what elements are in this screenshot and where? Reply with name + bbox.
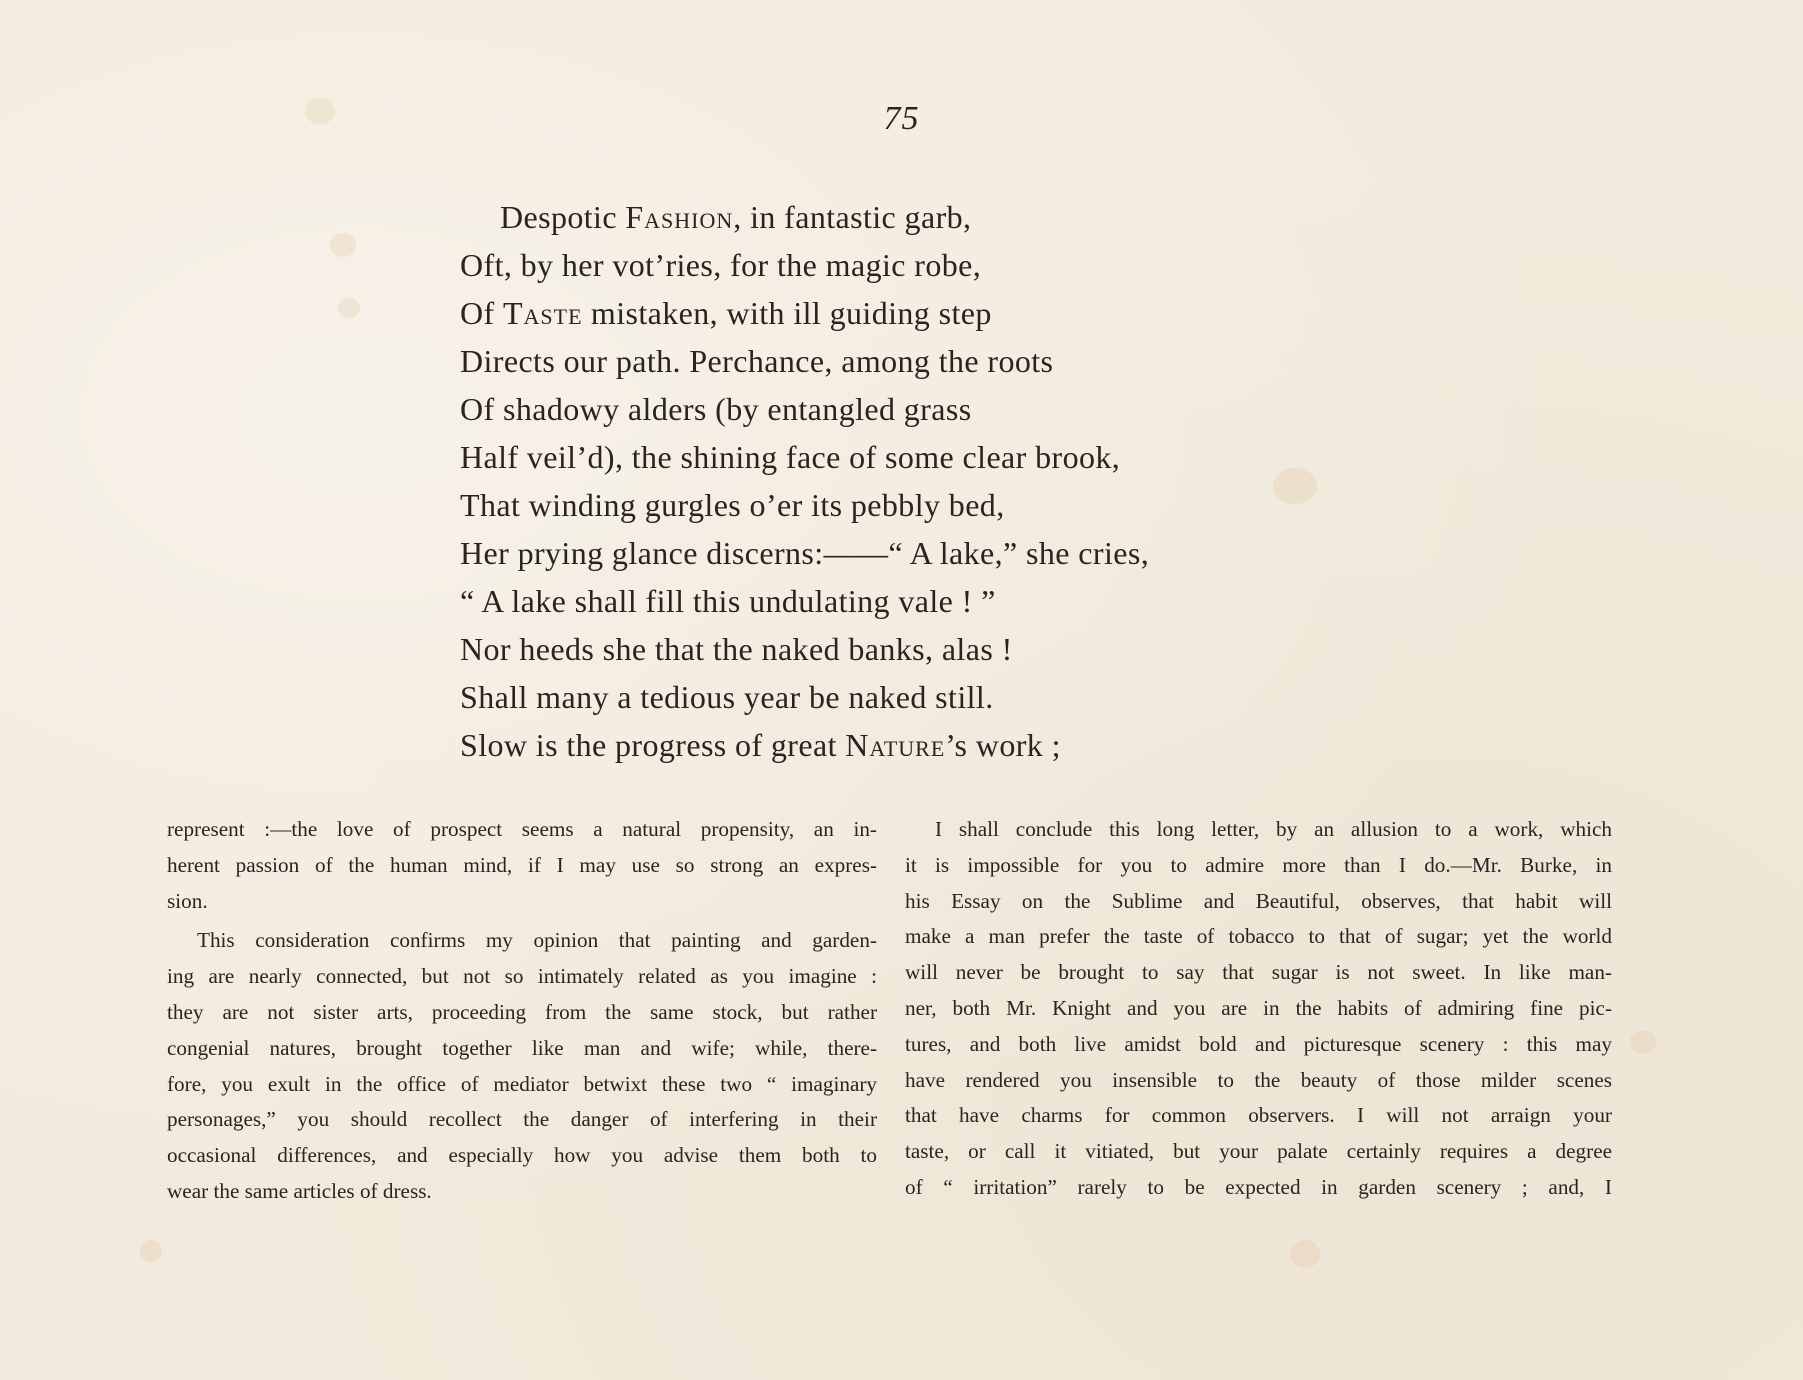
poem-text: Slow is the progress of great	[460, 727, 846, 763]
poem-text: mistaken, with ill guiding step	[582, 295, 992, 331]
poem-line	[460, 481, 1360, 529]
poem-text: “ A lake shall fill this undulating vale ! ”	[460, 583, 996, 619]
poem-text: ’s work ;	[945, 727, 1061, 763]
poem-text: Of	[460, 295, 503, 331]
text-line: ner, both Mr. Knight and you are in the habits of admiring fine pic-	[905, 995, 1612, 1020]
paragraph	[167, 923, 877, 1209]
text-line: ing are nearly connected, but not so intimately related as you imagine :	[167, 964, 877, 989]
text-line: herent passion of the human mind, if I may use so strong an expres-	[167, 852, 877, 877]
page-number: 75	[883, 100, 920, 137]
poem-line	[460, 385, 1360, 433]
foxing-spot	[1630, 1030, 1656, 1054]
paragraph	[905, 812, 1612, 1206]
poem-line	[460, 433, 1360, 481]
poem-text: , in fantastic garb,	[733, 199, 972, 235]
poem-line	[460, 193, 1360, 241]
text-line: taste, or call it vitiated, but your palate certainly requires a degree	[905, 1139, 1612, 1164]
poem-line	[460, 529, 1360, 577]
paragraph	[167, 812, 877, 919]
text-line: This consideration confirms my opinion that painting and garden-	[197, 928, 877, 953]
text-line: have rendered you insensible to the beauty of those milder scenes	[905, 1067, 1612, 1092]
text-line: personages,” you should recollect the danger of interfering in their	[167, 1107, 877, 1132]
text-line: make a man prefer the taste of tobacco to that of sugar; yet the world	[905, 924, 1612, 949]
text-line: occasional differences, and especially how you advise them both to	[167, 1143, 877, 1168]
poem-line	[460, 577, 1360, 625]
poem-text: Nor heeds she that the naked banks, alas !	[460, 631, 1013, 667]
text-line: will never be brought to say that sugar is not sweet. In like man-	[905, 960, 1612, 985]
poem-text: Oft, by her vot’ries, for the magic robe,	[460, 247, 982, 283]
poem-small-caps: Nature	[845, 727, 946, 763]
left-column	[167, 812, 877, 1210]
foxing-spot	[140, 1240, 162, 1262]
text-line: his Essay on the Sublime and Beautiful, observes, that habit will	[905, 888, 1612, 913]
text-line: tures, and both live amidst bold and picturesque scenery : this may	[905, 1031, 1612, 1056]
text-line: that have charms for common observers. I will not arraign your	[905, 1103, 1612, 1128]
poem-line	[460, 673, 1360, 721]
poem-line	[460, 241, 1360, 289]
poem-text: Directs our path. Perchance, among the roots	[460, 343, 1054, 379]
text-line: fore, you exult in the office of mediator betwixt these two “ imaginary	[167, 1071, 877, 1096]
poem-text: Half veil’d), the shining face of some clear brook,	[460, 439, 1121, 475]
right-column	[905, 812, 1612, 1206]
text-line: they are not sister arts, proceeding from the same stock, but rather	[167, 999, 877, 1024]
poem-line	[460, 625, 1360, 673]
poem-text: Of shadowy alders (by entangled grass	[460, 391, 972, 427]
poem-line	[460, 721, 1360, 769]
poem-small-caps: Fashion	[625, 199, 734, 235]
text-line: represent :—the love of prospect seems a natural propensity, an in-	[167, 817, 877, 841]
poem-text: Despotic	[500, 199, 626, 235]
text-line: it is impossible for you to admire more than I do.—Mr. Burke, in	[905, 852, 1612, 877]
foxing-spot	[338, 298, 360, 318]
text-line: I shall conclude this long letter, by an allusion to a work, which	[935, 817, 1612, 841]
text-line: congenial natures, brought together like man and wife; while, there-	[167, 1035, 877, 1060]
foxing-spot	[330, 233, 356, 257]
text-line: wear the same articles of dress.	[167, 1178, 432, 1203]
poem-small-caps: Taste	[502, 295, 583, 331]
text-line: of “ irritation” rarely to be expected in garden scenery ; and, I	[905, 1174, 1612, 1199]
poem-line	[460, 337, 1360, 385]
poem-line	[460, 289, 1360, 337]
poem-text: That winding gurgles o’er its pebbly bed,	[460, 487, 1005, 523]
poem-text: Shall many a tedious year be naked still.	[460, 679, 994, 715]
poem-text: Her prying glance discerns:——“ A lake,” she cries,	[460, 535, 1150, 571]
foxing-spot	[1290, 1240, 1320, 1268]
text-line: sion.	[167, 888, 208, 913]
poem-block	[460, 193, 1360, 769]
